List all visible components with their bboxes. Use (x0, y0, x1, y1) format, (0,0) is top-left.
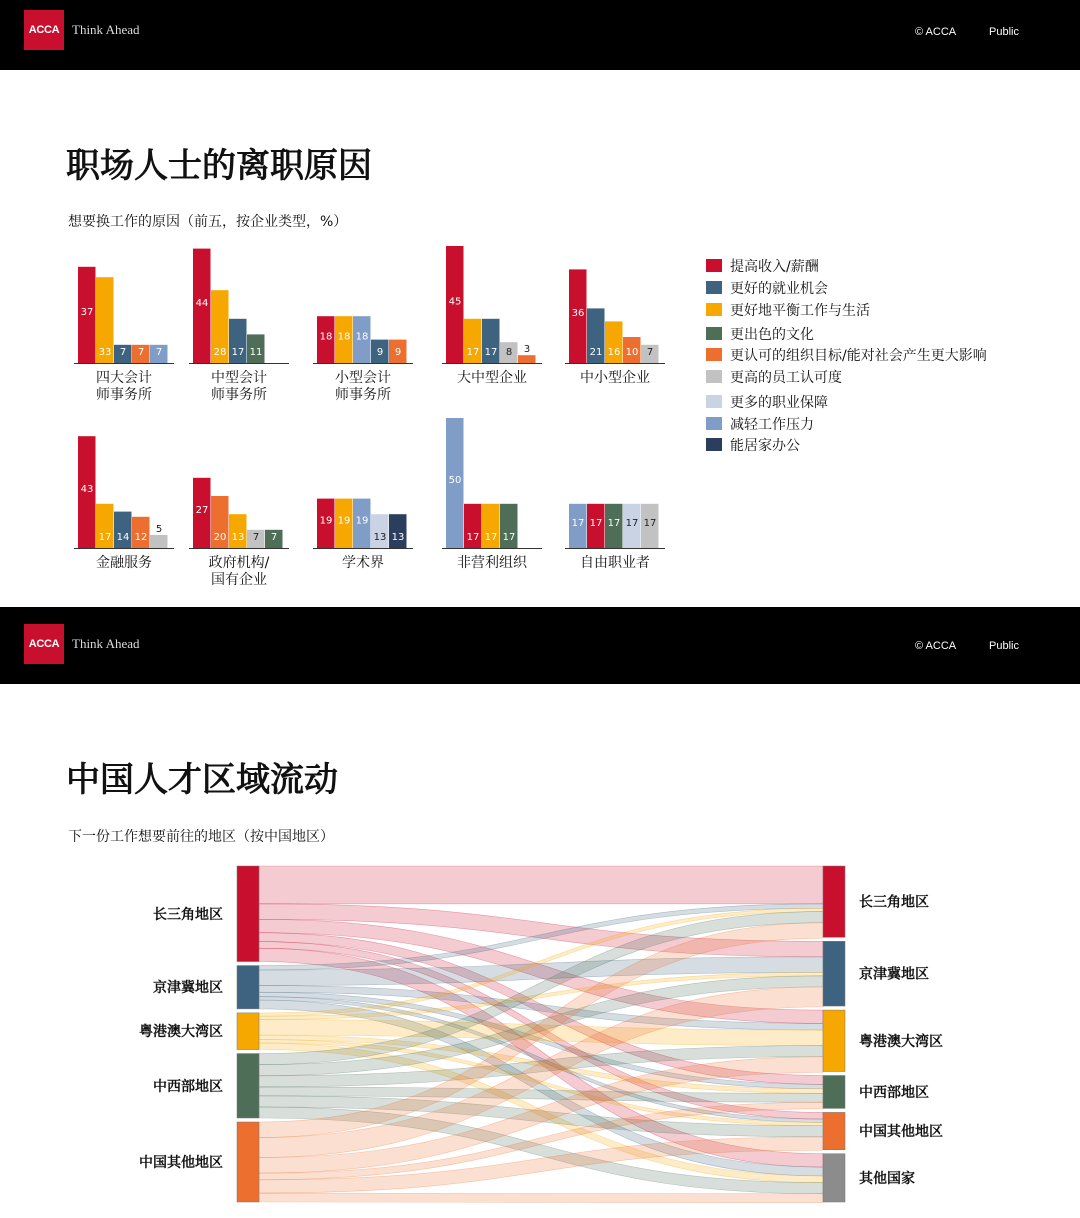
bar-value-label: 18 (355, 331, 369, 343)
group-label: 师事务所 (335, 387, 391, 403)
bar-value-label: 44 (195, 297, 209, 309)
bar-value-label: 7 (270, 532, 278, 543)
acca-logo: ACCA (24, 10, 64, 50)
group-label: 四大会计 (96, 370, 152, 386)
legend-item: 更多的职业保障 (730, 395, 828, 411)
classification-label: Public (989, 26, 1019, 38)
second-header-bar (0, 607, 1080, 684)
target-label: 其他国家 (859, 1170, 915, 1187)
legend-swatch (706, 438, 722, 451)
legend-swatch (706, 327, 722, 340)
bar-value-label: 17 (466, 347, 480, 358)
bar-value-label: 28 (213, 347, 227, 358)
legend-item: 提高收入/薪酬 (730, 259, 819, 275)
group-label: 大中型企业 (457, 370, 527, 386)
bar-value-label: 18 (319, 331, 333, 343)
target-label: 中国其他地区 (859, 1124, 943, 1141)
bar-value-label: 16 (607, 347, 621, 358)
source-label: 中西部地区 (153, 1078, 223, 1095)
bar-value-label: 17 (643, 517, 657, 529)
bar-value-label: 17 (466, 532, 480, 543)
bar-group (189, 478, 289, 588)
bar-value-label: 45 (448, 296, 462, 308)
group-label: 中小型企业 (580, 370, 650, 386)
target-node (823, 1076, 845, 1109)
group-label: 国有企业 (211, 572, 267, 588)
bar-value-label: 8 (505, 347, 513, 358)
legend-item: 更高的员工认可度 (730, 370, 842, 386)
source-node (237, 866, 259, 962)
target-node (823, 1154, 845, 1202)
bar-value-label: 27 (195, 504, 209, 516)
bar-value-label: 14 (116, 532, 130, 543)
legend-item: 能居家办公 (730, 438, 800, 454)
acca-logo: ACCA (24, 624, 64, 664)
group-label: 金融服务 (96, 555, 152, 571)
target-node (823, 941, 845, 1006)
bar-value-label: 17 (589, 517, 603, 529)
bar (150, 535, 168, 548)
reasons-bar-chart (0, 235, 1080, 600)
bar-value-label: 33 (98, 347, 112, 358)
group-label: 师事务所 (211, 387, 267, 403)
bar-group (313, 316, 413, 403)
bar-value-label: 36 (571, 308, 585, 320)
copyright: © ACCA (915, 640, 957, 652)
group-label: 非营利组织 (457, 555, 527, 571)
source-node (237, 1013, 259, 1050)
bar-value-label: 7 (252, 532, 260, 543)
target-label: 京津冀地区 (859, 966, 929, 983)
target-node (823, 866, 845, 937)
bar-value-label: 43 (80, 484, 94, 496)
bar-value-label: 37 (80, 306, 94, 318)
target-label: 中西部地区 (859, 1084, 929, 1101)
bar-value-label: 19 (355, 515, 369, 527)
bar-group (565, 504, 665, 571)
target-label: 粤港澳大湾区 (859, 1033, 943, 1050)
bar-value-label: 7 (155, 347, 163, 358)
legend-swatch (706, 395, 722, 408)
group-label: 学术界 (342, 555, 384, 571)
legend-swatch (706, 281, 722, 294)
legend-item: 更好地平衡工作与生活 (730, 303, 870, 319)
bar-value-label: 7 (137, 347, 145, 358)
bar-value-label: 13 (391, 532, 405, 543)
legend-item: 更认可的组织目标/能对社会产生更大影响 (730, 348, 987, 364)
legend-item: 减轻工作压力 (730, 417, 814, 433)
legend-swatch (706, 370, 722, 383)
bar-group (442, 246, 542, 386)
legend-item: 更出色的文化 (730, 327, 814, 343)
legend-swatch (706, 348, 722, 361)
bar-value-label: 19 (337, 515, 351, 527)
bar-value-label: 17 (98, 532, 112, 543)
source-label: 中国其他地区 (139, 1155, 223, 1171)
bar-value-label: 21 (589, 347, 603, 358)
bar-value-label: 17 (484, 532, 498, 543)
bar-value-label: 18 (337, 331, 351, 343)
bar-group (74, 267, 174, 403)
bar-value-label: 17 (484, 347, 498, 358)
bar-value-label: 13 (231, 532, 245, 543)
source-label: 粤港澳大湾区 (139, 1024, 223, 1041)
tagline: Think Ahead (72, 22, 140, 37)
bar-group (74, 436, 174, 571)
target-node (823, 1010, 845, 1071)
bar-value-label: 7 (119, 347, 127, 358)
tagline: Think Ahead (72, 636, 140, 651)
bar-value-label: 17 (502, 532, 516, 543)
bar-value-label: 11 (249, 347, 263, 358)
legend-swatch (706, 303, 722, 316)
bar-value-label: 5 (155, 524, 163, 535)
source-label: 长三角地区 (153, 906, 223, 923)
target-label: 长三角地区 (859, 894, 929, 911)
source-node (237, 1122, 259, 1202)
group-label: 政府机构/ (208, 555, 270, 571)
bar-group (442, 418, 542, 571)
bar-value-label: 17 (607, 517, 621, 529)
legend-swatch (706, 417, 722, 430)
legend-swatch (706, 259, 722, 272)
group-label: 自由职业者 (580, 555, 650, 571)
bar-group (565, 269, 665, 386)
bar-group (313, 499, 413, 571)
bar-value-label: 9 (376, 347, 384, 358)
section2-subtitle: 下一份工作想要前往的地区（按中国地区） (68, 829, 334, 845)
bar-value-label: 17 (625, 517, 639, 529)
copyright: © ACCA (915, 26, 957, 38)
group-label: 中型会计 (211, 370, 267, 386)
bar-value-label: 17 (231, 347, 245, 358)
bar-value-label: 17 (571, 517, 585, 529)
flow-links (259, 866, 823, 1203)
section1-subtitle: 想要换工作的原因（前五，按企业类型，%） (68, 214, 348, 230)
group-label: 师事务所 (96, 387, 152, 403)
bar-value-label: 9 (394, 347, 402, 358)
bar-value-label: 12 (134, 532, 148, 543)
section1-title: 职场人士的离职原因 (66, 146, 372, 186)
source-label: 京津冀地区 (153, 980, 223, 997)
target-node (823, 1112, 845, 1149)
source-node (237, 966, 259, 1009)
bar-value-label: 10 (625, 347, 639, 358)
bar-group (189, 249, 289, 403)
classification-label: Public (989, 640, 1019, 652)
bar-value-label: 7 (646, 347, 654, 358)
bar-value-label: 13 (373, 532, 387, 543)
top-header-bar (0, 0, 1080, 70)
chart-legend (706, 258, 987, 454)
bar-value-label: 19 (319, 515, 333, 527)
flow-link (259, 866, 823, 904)
group-label: 小型会计 (335, 370, 391, 386)
bar (518, 355, 536, 363)
bar-value-label: 3 (523, 344, 531, 356)
flow-link (259, 1193, 823, 1203)
legend-item: 更好的就业机会 (730, 281, 828, 297)
bar-value-label: 20 (213, 532, 227, 543)
region-flow-sankey (0, 850, 1080, 1215)
section2-title: 中国人才区域流动 (66, 760, 338, 800)
source-node (237, 1054, 259, 1118)
bar-value-label: 50 (448, 475, 462, 486)
